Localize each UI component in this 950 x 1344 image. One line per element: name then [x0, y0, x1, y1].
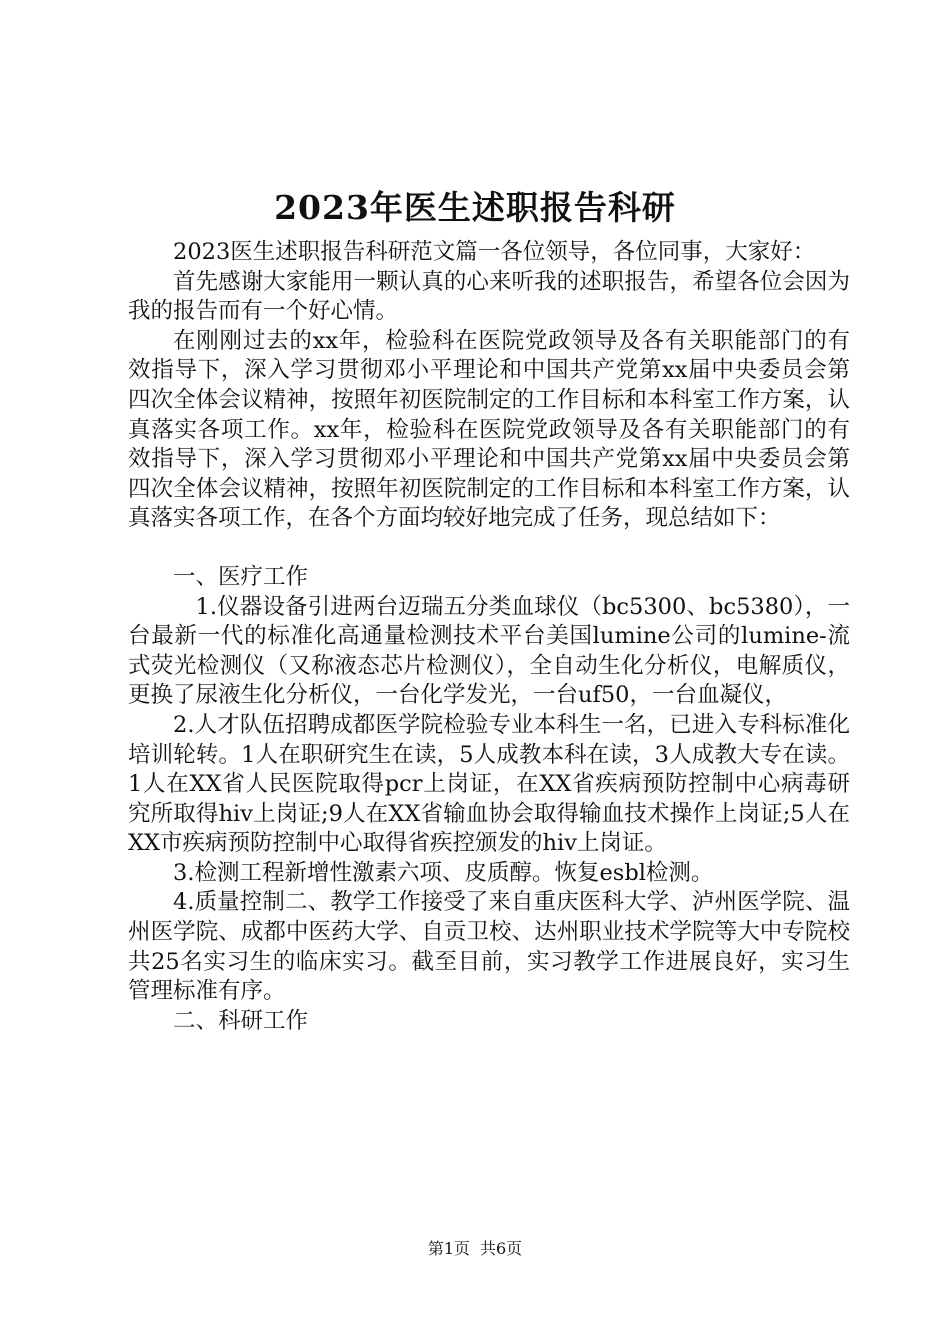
paragraph-thanks: 首先感谢大家能用一颗认真的心来听我的述职报告，希望各位会因为我的报告而有一个好心情。	[128, 268, 850, 325]
paragraph-equipment: 1.仪器设备引进两台迈瑞五分类血球仪（bc5300、bc5380），一台最新一代的标准化高通量检测技术平台美国lumine公司的lumine-流式荧光检测仪（又称液态芯片检测仪），全自动生化分析仪，电解质仪，更换了尿液生化分析仪，一台化学发光，一台uf50，一台血凝仪，	[128, 593, 850, 709]
paragraph-quality-teaching: 4.质量控制二、教学工作接受了来自重庆医科大学、泸州医学院、温州医学院、成都中医药大学、自贡卫校、达州职业技术学院等大中专院校共25名实习生的临床实习。截至目前，实习教学工作进展良好，实习生管理标准有序。	[128, 889, 850, 1005]
paragraph-summary: 在刚刚过去的xx年，检验科在医院党政领导及各有关职能部门的有效指导下，深入学习贯彻邓小平理论和中国共产党第xx届中央委员会第四次全体会议精神，按照年初医院制定的工作目标和本科室工作方案，认真落实各项工作。xx年，检验科在医院党政领导及各有关职能部门的有效指导下，深入学习贯彻邓小平理论和中国共产党第xx届中央委员会第四次全体会议精神，按照年初医院制定的工作目标和本科室工作方案，认真落实各项工作，在各个方面均较好地完成了任务，现总结如下：	[128, 327, 850, 532]
paragraph-testing: 3.检测工程新增性激素六项、皮质醇。恢复esbl检测。	[173, 859, 714, 886]
page-number: 第1页	[427, 1239, 470, 1258]
paragraph-talent: 2.人才队伍招聘成都医学院检验专业本科生一名，已进入专科标准化培训轮转。1人在职研究生在读，5人成教本科在读，3人成教大专在读。1人在XX省人民医院取得pcr上岗证，在XX省疾病预防控制中心病毒研究所取得hiv上岗证;9人在XX省输血协会取得输血技术操作上岗证;5人在XX市疾病预防控制中心取得省疾控颁发的hiv上岗证。	[128, 711, 850, 857]
paragraph-greeting: 2023医生述职报告科研范文篇一各位领导，各位同事，大家好：	[173, 239, 816, 265]
document-title: 2023年医生述职报告科研	[274, 188, 676, 227]
section-heading-medical: 一、医疗工作	[173, 563, 309, 590]
page-total: 共6页	[480, 1239, 523, 1258]
section-heading-research: 二、科研工作	[173, 1007, 309, 1034]
page-footer	[0, 1238, 950, 1260]
document-body	[128, 238, 850, 1036]
